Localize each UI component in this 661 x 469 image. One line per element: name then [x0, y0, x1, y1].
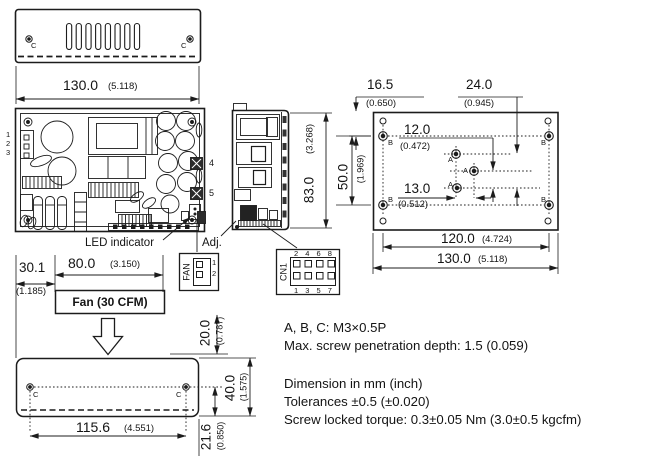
fan-offset-dim: 30.1: [19, 260, 46, 275]
front-view: [16, 10, 201, 63]
fan-offset-dim-inch: (1.185): [16, 286, 47, 297]
note-penetration: Max. screw penetration depth: 1.5 (0.059): [284, 338, 529, 353]
vent-slots: [67, 24, 140, 50]
bottom-height-dim: 40.0: [222, 374, 238, 402]
rear-offset-dim: 16.5: [367, 77, 394, 92]
rear-span-dim: 24.0: [466, 77, 493, 92]
cn1-pins-bottom: 1 3 5 7: [294, 286, 335, 295]
side-height-dim: 83.0: [301, 176, 317, 204]
bottom-holew-dim-inch: (4.551): [124, 423, 155, 434]
note-tolerance: Tolerances ±0.5 (±0.020): [284, 394, 430, 409]
pcb-top-view: [16, 109, 206, 232]
airflow-arrow-icon: [94, 319, 123, 355]
front-width-dim: 130.0: [63, 77, 99, 93]
bottom-edge-dim-inch: (0.850): [215, 421, 226, 451]
rear-width-dim-inch: (5.118): [478, 254, 508, 265]
bottom-height-dim-inch: (1.575): [238, 372, 249, 402]
note-torque: Screw locked torque: 0.3±0.05 Nm (3.0±0.5 kgcfm): [284, 412, 582, 427]
side-holes-dim-inch: (1.969): [355, 154, 366, 184]
potentiometer-5: [191, 188, 203, 200]
pcb-input-connector: [21, 131, 34, 159]
hole-label-b2: B: [541, 138, 547, 147]
led-indicator-label: LED indicator: [85, 237, 155, 249]
hole-label-a3: A: [448, 180, 454, 189]
front-screw-holes: [26, 36, 193, 42]
bottom-gap-dim-inch: (0.787): [214, 316, 225, 346]
hole-label-a1: A: [448, 155, 454, 164]
cn1-pins-top: 2 4 6 8: [294, 249, 335, 258]
side-components: [235, 115, 281, 230]
rear-pitch1-dim-inch: (0.472): [400, 141, 431, 152]
bottom-edge-dim: 21.6: [198, 423, 214, 451]
side-edge-pads: [283, 116, 287, 218]
front-hole-label-left: C: [31, 41, 37, 50]
pcb-pin-2: 2: [6, 139, 11, 148]
rear-pitch2-dim-inch: (0.512): [398, 199, 429, 210]
front-width-dim-inch: (5.118): [108, 81, 138, 92]
fan-pin-1: 1: [212, 258, 217, 267]
hole-label-b4: B: [541, 195, 547, 204]
side-height-dim-inch: (3.268): [304, 123, 316, 155]
pcb-corner-screws: [24, 118, 196, 224]
pcb-pin-3: 3: [6, 148, 11, 157]
front-hole-label-right: C: [181, 41, 187, 50]
fan-width-dim-inch: (3.150): [110, 259, 141, 270]
rear-holew-dim-inch: (4.724): [482, 234, 513, 245]
bottom-hole-label-left: C: [33, 390, 39, 399]
bottom-screw-holes: [27, 384, 190, 391]
note-screw-type: A, B, C: M3×0.5P: [284, 320, 387, 335]
bottom-view: [17, 359, 223, 435]
pot-label-5: 5: [209, 188, 215, 198]
bottom-gap-dim: 20.0: [197, 319, 213, 347]
pcb-components: [19, 112, 206, 232]
hole-label-b3: B: [388, 195, 394, 204]
fan-cfm-label: Fan (30 CFM): [72, 295, 148, 309]
bottom-hole-label-right: C: [176, 390, 182, 399]
cn1-connector-name: CN1: [278, 262, 289, 282]
adj-pot-component: [198, 212, 206, 224]
rear-pitch1-dim: 12.0: [404, 122, 431, 137]
potentiometer-4: [191, 158, 203, 170]
rear-offset-dim-inch: (0.650): [366, 98, 397, 109]
pot-label-4: 4: [209, 158, 215, 168]
fan-width-dim: 80.0: [68, 255, 96, 271]
side-holes-dim: 50.0: [335, 163, 351, 191]
fan-connector-name: FAN: [181, 263, 192, 281]
bottom-holew-dim: 115.6: [76, 419, 110, 435]
rear-width-dim: 130.0: [437, 251, 471, 266]
adj-label: Adj.: [202, 237, 222, 249]
note-dimension-unit: Dimension in mm (inch): [284, 376, 423, 391]
hole-label-a2: A: [463, 166, 469, 175]
hole-label-b1: B: [388, 138, 394, 147]
pcb-pin-1: 1: [6, 130, 11, 139]
rear-holew-dim: 120.0: [441, 231, 475, 246]
rear-span-dim-inch: (0.945): [464, 98, 495, 109]
fan-pin-2: 2: [212, 269, 217, 278]
rear-pitch2-dim: 13.0: [404, 181, 431, 196]
side-view: [233, 104, 289, 230]
